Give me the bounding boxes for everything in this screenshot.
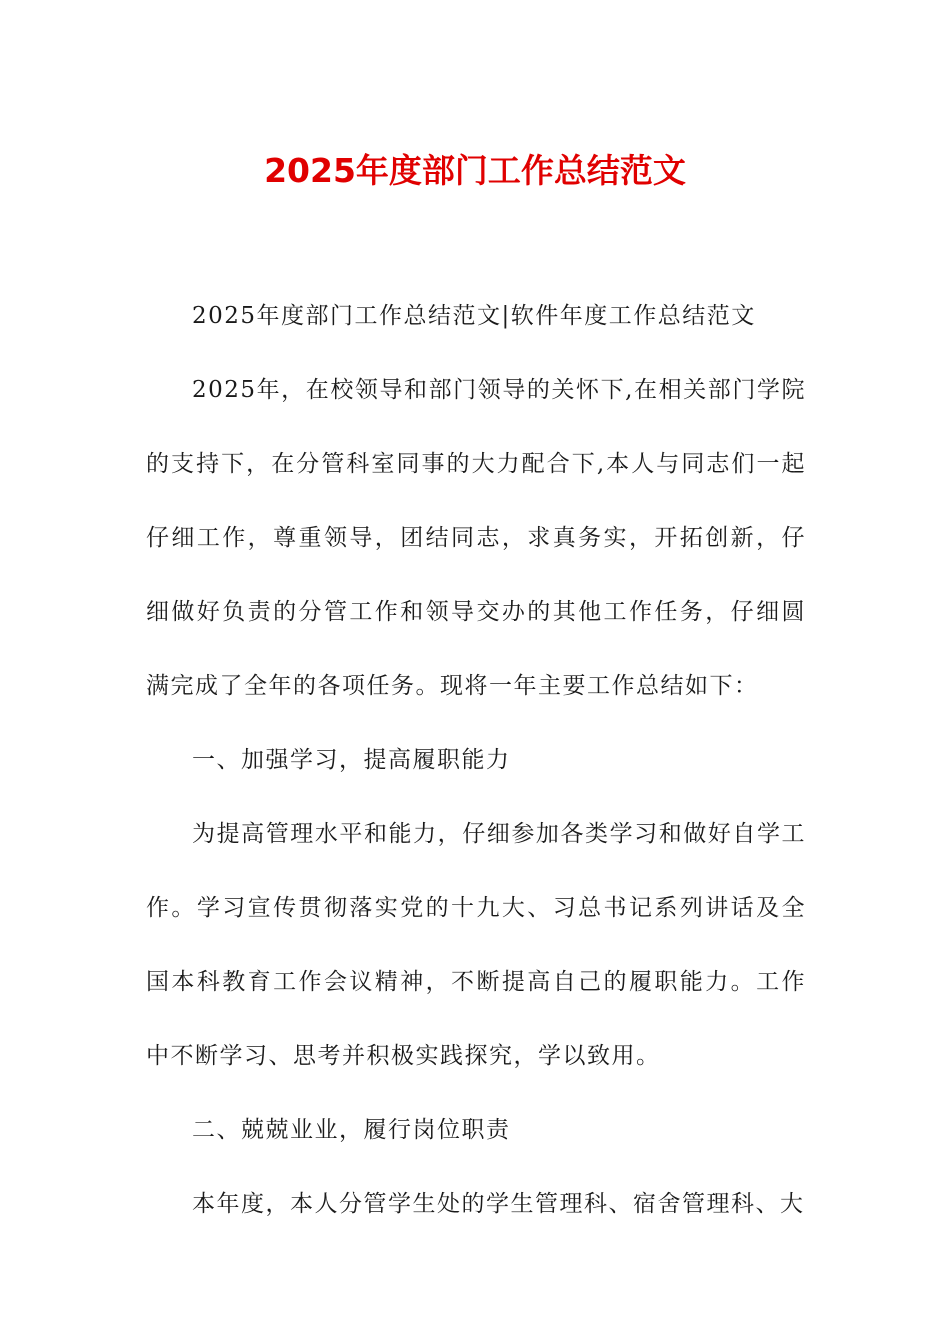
section-heading-1: 一、加强学习，提高履职能力 [192,747,511,773]
paragraph-subtitle: 2025年度部门工作总结范文|软件年度工作总结范文 [192,303,756,329]
document-title: 2025年度部门工作总结范文 [264,151,686,190]
section-heading-2: 二、兢兢业业，履行岗位职责 [192,1117,511,1143]
paragraph-section-1: 为提高管理水平和能力，仔细参加各类学习和做好自学工作。学习宣传贯彻落实党的十九大、习总书记系列讲话及全国本科教育工作会议精神，不断提高自己的履职能力。工作中不断学习、思考并积极实践探究，学以致用。 [146,821,806,1069]
paragraph-section-2: 本年度，本人分管学生处的学生管理科、宿舍管理科、大 [192,1191,805,1217]
paragraph-intro: 2025年，在校领导和部门领导的关怀下,在相关部门学院的支持下，在分管科室同事的大力配合下,本人与同志们一起仔细工作，尊重领导，团结同志，求真务实，开拓创新，仔细做好负责的分管工作和领导交办的其他工作任务，仔细圆满完成了全年的各项任务。现将一年主要工作总结如下： [146,377,806,699]
document-body [146,279,806,1241]
